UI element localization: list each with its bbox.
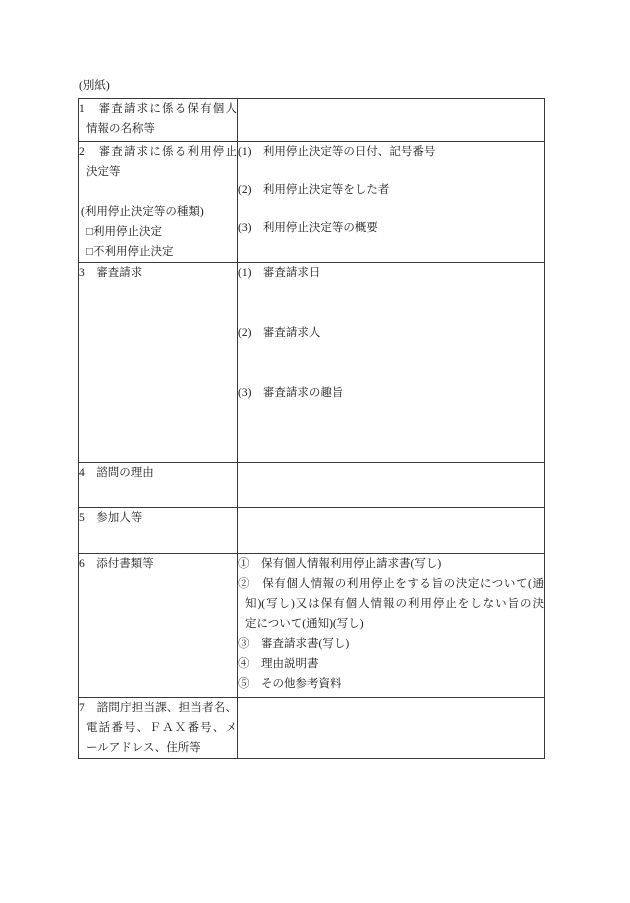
request-form-table [78,98,545,759]
row-3 [79,263,545,463]
row-3-content-item: (3) 審査請求の趣旨 [238,387,344,399]
row-6-label-line: 6 添付書類等 [79,558,154,570]
row-2-content-item: (2) 利用停止決定等をした者 [238,184,390,196]
row-5-content-cell [238,508,545,554]
row-2-label-cell [79,142,238,263]
row-3-label-cell [79,263,238,463]
attachment-item-continued: 定について(通知)(写し) [245,618,364,630]
row-3-content-item: (2) 審査請求人 [238,327,321,339]
row-7-content-cell [238,698,545,759]
row-3-label-line: 3 審査請求 [79,267,143,279]
row-4-content-cell [238,463,545,508]
row-7-label-line: 7 諮問庁担当課、担当者名、 [79,702,237,714]
row-4 [79,463,545,508]
attachment-label: (別紙) [79,80,110,92]
row-2 [79,142,545,263]
row-1-content-cell [238,99,545,142]
row-1-label-line: 情報の名称等 [86,123,155,135]
row-1 [79,99,545,142]
row-6-content-cell [238,554,545,698]
attachment-item: ① 保有個人情報利用停止請求書(写し) [238,558,442,570]
attachment-item: ③ 審査請求書(写し) [238,638,350,650]
row-6-label-cell [79,554,238,698]
decision-type-heading: (利用停止決定等の種類) [81,206,204,218]
row-3-content-item: (1) 審査請求日 [238,267,321,279]
row-7 [79,698,545,759]
row-2-content-item: (1) 利用停止決定等の日付、記号番号 [238,146,436,158]
row-2-content-cell [238,142,545,263]
attachment-item: ④ 理由説明書 [238,658,319,670]
row-2-content-item: (3) 利用停止決定等の概要 [238,222,378,234]
row-1-label-line: 1 審査請求に係る保有個人 [79,103,237,115]
decision-type-option: □不利用停止決定 [86,246,174,258]
attachment-item: ② 保有個人情報の利用停止をする旨の決定について(通 [238,578,544,590]
row-4-label-line: 4 諮問の理由 [79,467,154,479]
attachment-item: ⑤ その他参考資料 [238,678,342,690]
row-2-label-line: 2 審査請求に係る利用停止 [79,146,237,158]
row-6 [79,554,545,698]
row-7-label-line: ールアドレス、住所等 [86,742,201,754]
row-7-label-cell [79,698,238,759]
row-5-label-cell [79,508,238,554]
row-7-label-line: 電話番号、ＦＡＸ番号、メ [86,722,237,734]
decision-type-option: □利用停止決定 [86,226,162,238]
row-2-label-line: 決定等 [86,166,121,178]
row-5 [79,508,545,554]
row-1-label-cell [79,99,238,142]
row-5-label-line: 5 参加人等 [79,512,143,524]
row-4-label-cell [79,463,238,508]
attachment-item-continued: 知)(写し)又は保有個人情報の利用停止をしない旨の決 [245,598,544,610]
row-3-content-cell [238,263,545,463]
